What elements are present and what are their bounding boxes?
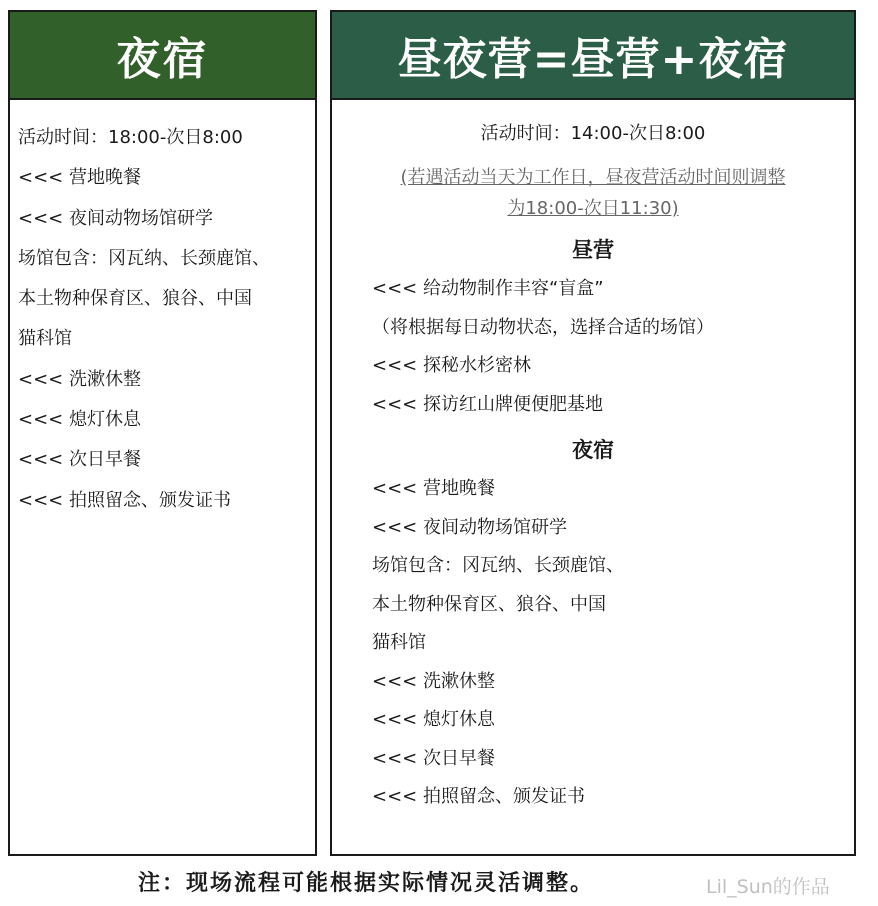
schedule-line: <<< 营地晚餐 bbox=[372, 478, 495, 499]
schedule-line: <<< 探访红山牌便便肥基地 bbox=[372, 393, 603, 415]
schedule-line: 本土物种保育区、狼谷、中国 bbox=[372, 593, 606, 615]
schedule-line: <<< 洗漱休整 bbox=[18, 368, 141, 390]
schedule-line: <<< 熄灯休息 bbox=[18, 409, 141, 431]
weekday-note-line: (若遇活动当天为工作日，昼夜营活动时间则调整 bbox=[400, 167, 786, 188]
weekday-note bbox=[332, 162, 854, 224]
schedule-line: 猫科馆 bbox=[372, 632, 426, 653]
schedule-line: <<< 营地晚餐 bbox=[18, 167, 141, 189]
weekday-note-line: 为18:00-次日11:30) bbox=[507, 198, 679, 219]
schedule-line: <<< 夜间动物场馆研学 bbox=[18, 207, 213, 229]
overnight-items bbox=[332, 470, 854, 817]
day-camp-heading: 昼营 bbox=[572, 238, 614, 262]
schedule-line: <<< 洗漱休整 bbox=[372, 670, 495, 692]
schedule-line: （将根据每日动物状态，选择合适的场馆） bbox=[372, 316, 714, 338]
schedule-line: <<< 次日早餐 bbox=[372, 747, 495, 769]
schedule-line: <<< 探秘水杉密林 bbox=[372, 355, 531, 376]
activity-time: 活动时间：14:00-次日8:00 bbox=[480, 123, 706, 144]
day-night-camp-title: 昼夜营=昼营+夜宿 bbox=[332, 12, 854, 100]
schedule-line: 活动时间：18:00-次日8:00 bbox=[18, 127, 243, 148]
watermark: Lil_Sun的作品 bbox=[706, 876, 830, 898]
schedule-line: 场馆包含：冈瓦纳、长颈鹿馆、 bbox=[372, 555, 624, 576]
day-camp-items bbox=[332, 270, 854, 424]
overnight-title: 夜宿 bbox=[10, 12, 315, 100]
schedule-line: <<< 给动物制作丰容“盲盒” bbox=[372, 278, 604, 299]
day-night-camp-schedule bbox=[332, 100, 854, 817]
day-night-camp-panel bbox=[330, 10, 856, 856]
overnight-schedule bbox=[10, 100, 315, 521]
footer bbox=[0, 860, 878, 900]
footer-note: 注：现场流程可能根据实际情况灵活调整。 bbox=[138, 871, 595, 896]
schedule-line: <<< 熄灯休息 bbox=[372, 709, 495, 730]
schedule-line: <<< 夜间动物场馆研学 bbox=[372, 516, 567, 538]
schedule-line: <<< 次日早餐 bbox=[18, 449, 141, 471]
overnight-panel bbox=[8, 10, 317, 856]
schedule-line: <<< 拍照留念、颁发证书 bbox=[18, 489, 231, 511]
schedule-line: 猫科馆 bbox=[18, 328, 72, 350]
schedule-line: 场馆包含：冈瓦纳、长颈鹿馆、 bbox=[18, 247, 270, 269]
schedule-line: <<< 拍照留念、颁发证书 bbox=[372, 786, 585, 807]
schedule-line: 本土物种保育区、狼谷、中国 bbox=[18, 288, 252, 310]
overnight-heading: 夜宿 bbox=[572, 438, 614, 462]
